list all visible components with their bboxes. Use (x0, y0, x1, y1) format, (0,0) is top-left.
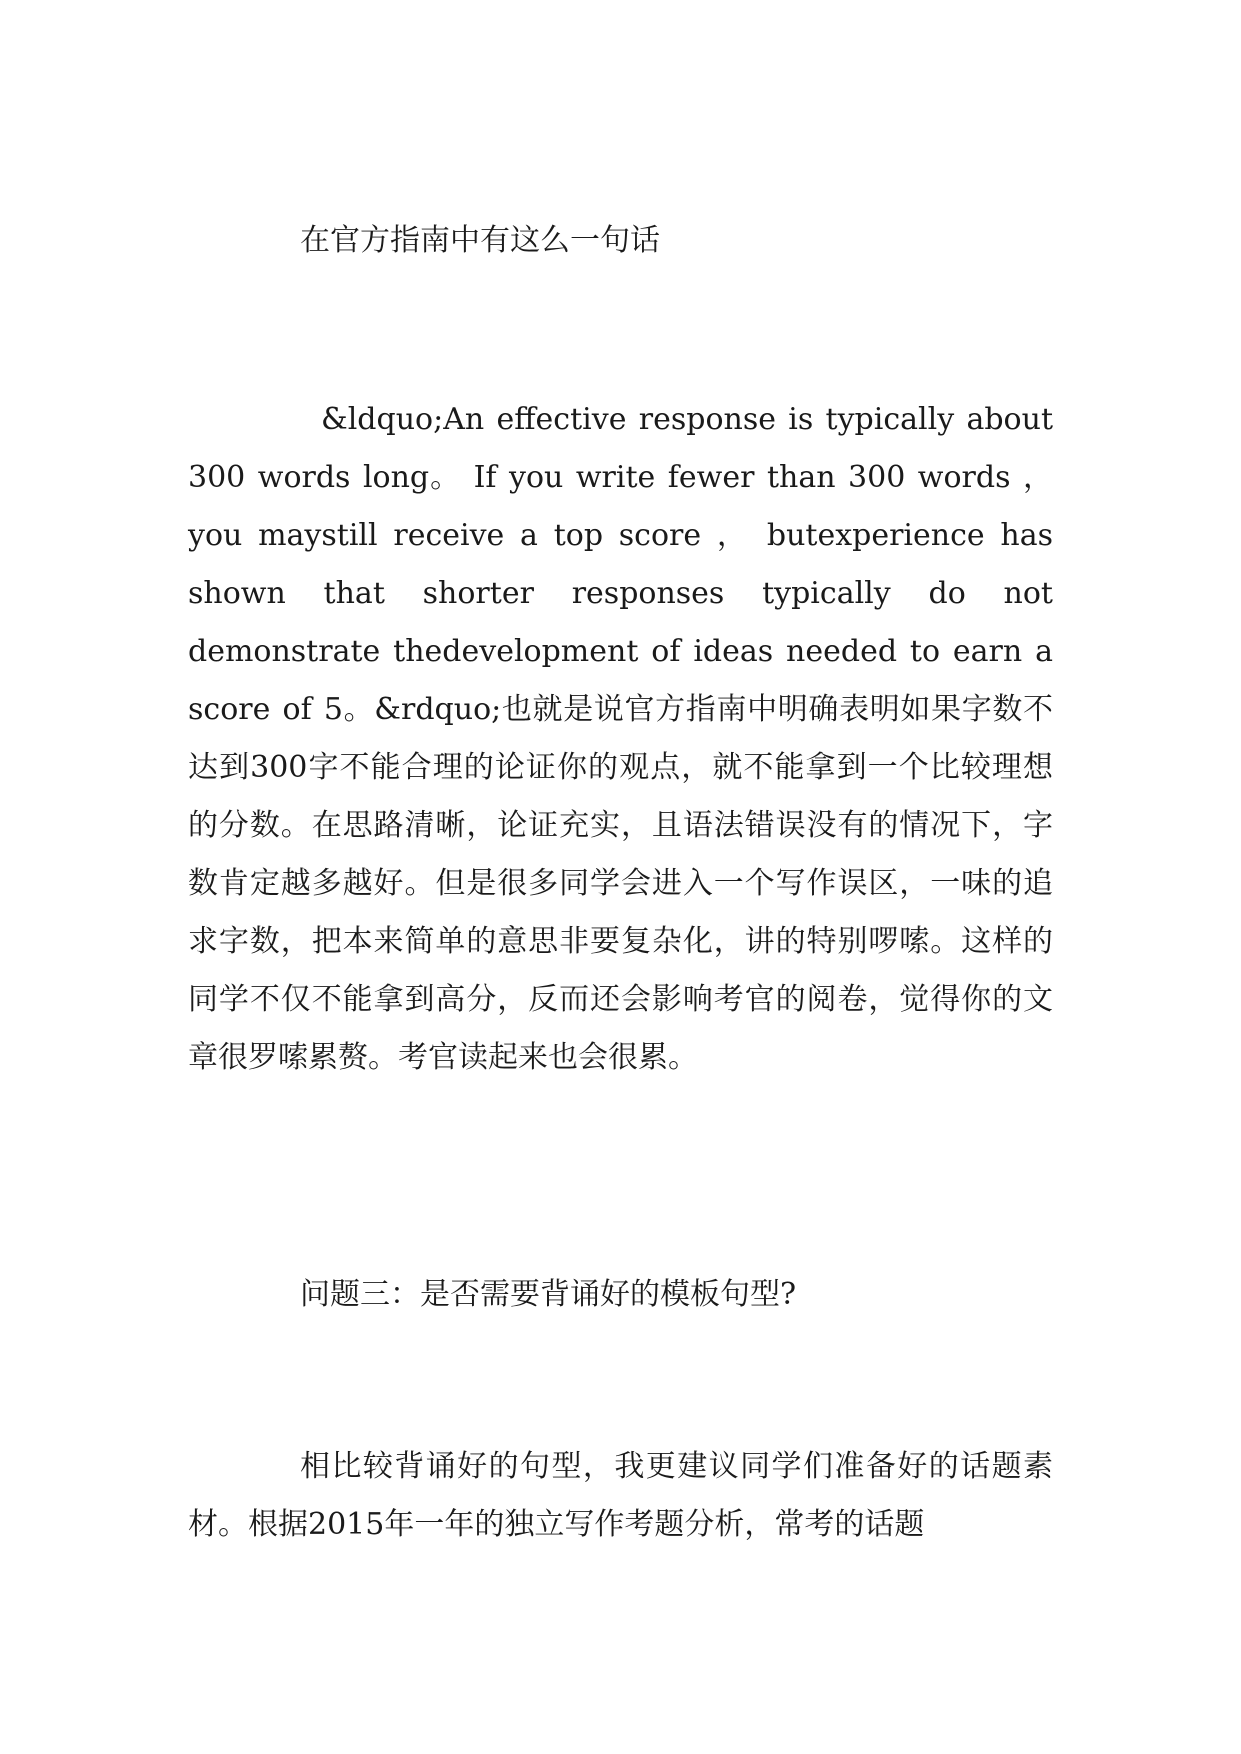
answer-paragraph: 相比较背诵好的句型，我更建议同学们准备好的话题素材。根据2015年一年的独立写作考题分析，常考的话题 (188, 1449, 1053, 1542)
quote-paragraph: &ldquo;An effective response is typically about 300 words long。 If you write fewer than 300 words ， you maystill receive a top score ， butexperience has shown that shorter responses typically do not demonstrate thedevelopment of ideas needed to earn a score of 5。&rdquo;也就是说官方指南中明确表明如果字数不达到300字不能合理的论证你的观点，就不能拿到一个比较理想的分数。在思路清晰，论证充实，且语法错误没有的情况下，字数肯定越多越好。但是很多同学会进入一个写作误区，一味的追求字数，把本来简单的意思非要复杂化，讲的特别啰嗦。这样的同学不仅不能拿到高分，反而还会影响考官的阅卷，觉得你的文章很罗嗦累赘。考官读起来也会很累。 (188, 402, 1053, 1075)
question-heading: 问题三：是否需要背诵好的模板句型? (300, 1277, 797, 1312)
intro-sentence: 在官方指南中有这么一句话 (300, 223, 660, 258)
